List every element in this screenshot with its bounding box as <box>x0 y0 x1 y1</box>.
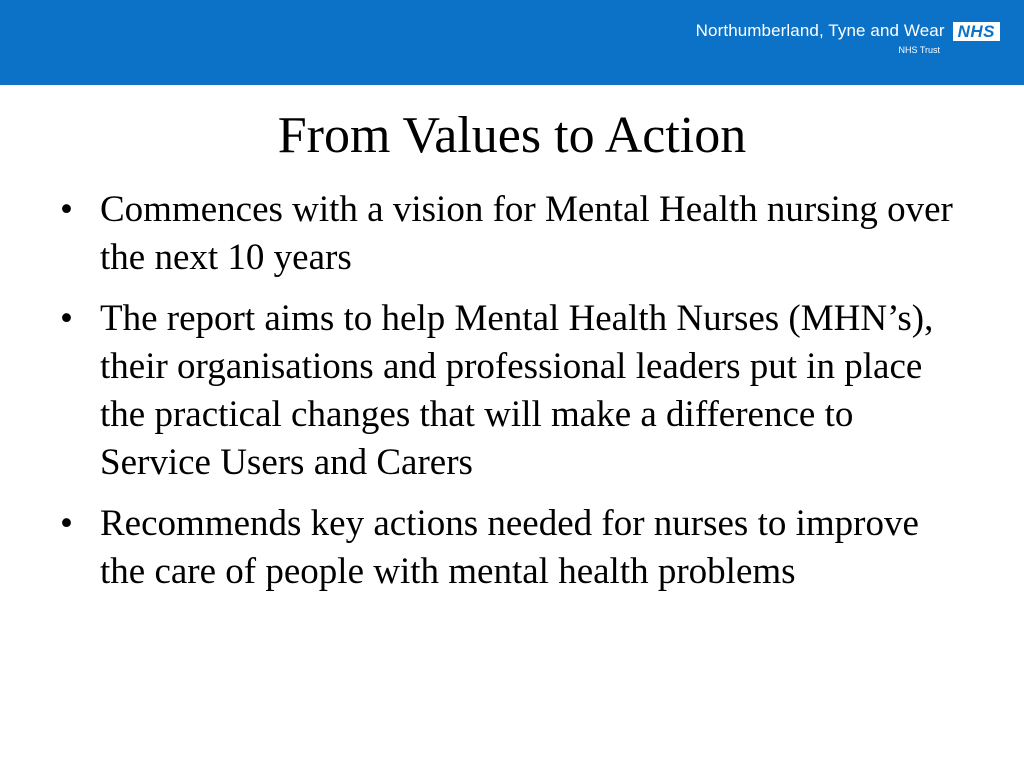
bullet-text: Commences with a vision for Mental Health nursing over the next 10 years <box>100 189 953 278</box>
header-band <box>0 0 1024 85</box>
org-name: Northumberland, Tyne and Wear <box>695 21 945 40</box>
bullet-text: The report aims to help Mental Health Nurses (MHN’s), their organisations and professional leaders put in place the practical changes that will make a difference to Service Users and Carers <box>100 298 934 483</box>
bullet-item <box>60 186 960 282</box>
bullet-item <box>60 295 960 487</box>
org-line <box>696 20 1000 42</box>
slide-title: From Values to Action <box>277 107 747 164</box>
bullet-item <box>60 500 960 596</box>
bullet-dot-icon: • <box>60 298 73 339</box>
bullet-list <box>60 186 960 609</box>
org-subtitle: NHS Trust <box>898 45 940 55</box>
bullet-dot-icon: • <box>60 189 73 230</box>
bullet-dot-icon: • <box>60 503 73 544</box>
nhs-logo: NHS <box>953 22 1000 41</box>
bullet-text: Recommends key actions needed for nurses to improve the care of people with mental health problems <box>100 503 919 592</box>
org-logo-block <box>696 20 1000 55</box>
